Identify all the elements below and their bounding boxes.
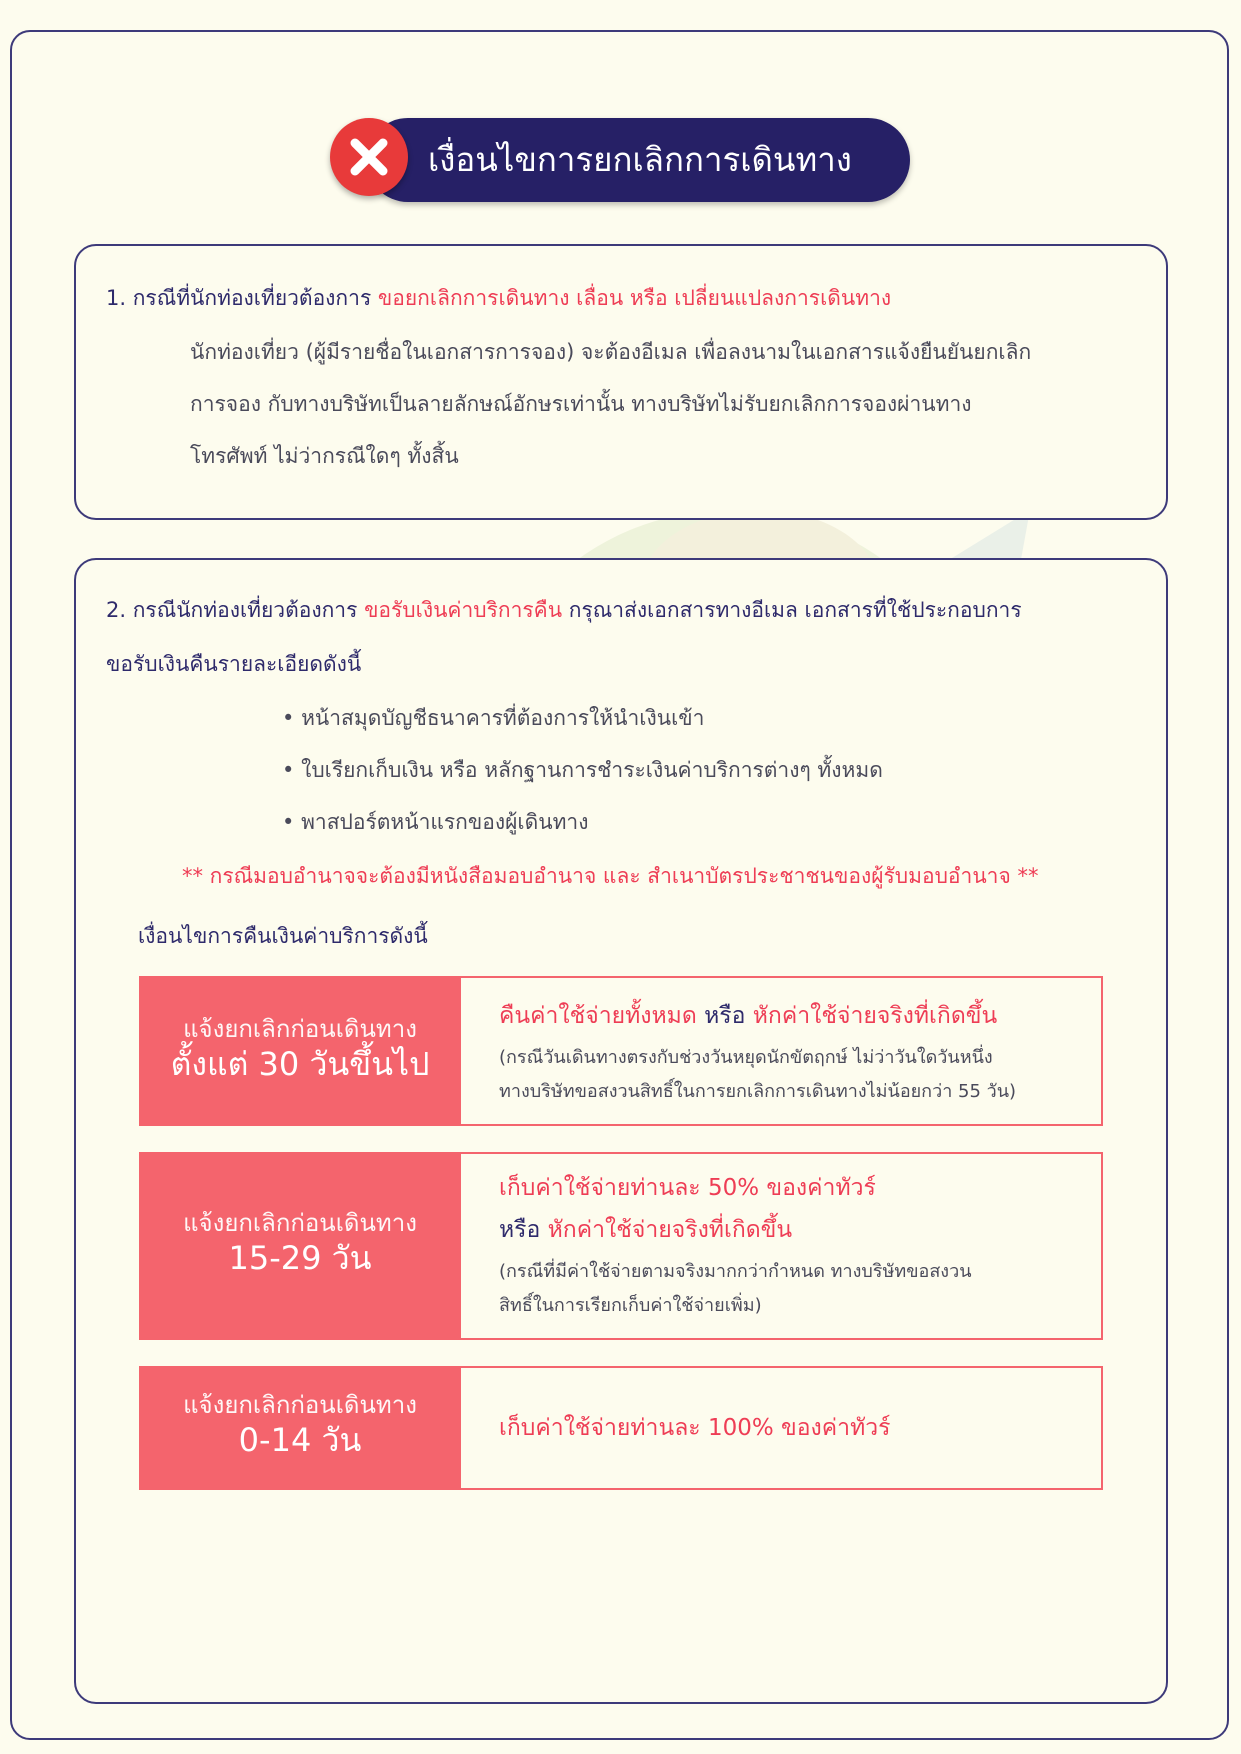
section2-heading-line2: ขอรับเงินคืนรายละเอียดดังนี้ — [106, 652, 362, 676]
section2-lead: 2. กรณีนักท่องเที่ยวต้องการ — [106, 598, 365, 622]
list-item-text: ใบเรียกเก็บเงิน หรือ หลักฐานการชำระเงินค่าบริการต่างๆ ทั้งหมด — [301, 758, 883, 782]
row-detail-note: สิทธิ์ในการเรียกเก็บค่าใช้จ่ายเพิ่ม) — [499, 1295, 762, 1316]
row-detail-red: หักค่าใช้จ่ายจริงที่เกิดขึ้น — [547, 1217, 793, 1243]
row-detail-note: (กรณีวันเดินทางตรงกับช่วงวันหยุดนักขัตฤกษ์ ไม่ว่าวันใดวันหนึ่ง — [499, 1047, 993, 1068]
row-label-sub: แจ้งยกเลิกก่อนเดินทาง — [183, 1391, 417, 1419]
list-item-text: พาสปอร์ตหน้าแรกของผู้เดินทาง — [301, 810, 589, 834]
section2-heading — [106, 596, 1022, 624]
row-detail-note: (กรณีที่มีค่าใช้จ่ายตามจริงมากกว่ากำหนด ทางบริษัทขอสงวน — [499, 1261, 972, 1282]
refund-row-detail — [459, 1366, 1103, 1490]
row-detail-main — [499, 1216, 792, 1244]
page-title: เงื่อนไขการยกเลิกการเดินทาง — [428, 140, 852, 179]
row-label-days: 15-29 วัน — [228, 1239, 372, 1277]
close-x-icon — [330, 118, 408, 196]
refund-row-label — [139, 1152, 461, 1340]
section1-body-line: โทรศัพท์ ไม่ว่ากรณีใดๆ ทั้งสิ้น — [190, 444, 459, 468]
section1-body-line: การจอง กับทางบริษัทเป็นลายลักษณ์อักษรเท่านั้น ทางบริษัทไม่รับยกเลิกการจองผ่านทาง — [190, 392, 972, 416]
section1-lead: 1. กรณีที่นักท่องเที่ยวต้องการ — [106, 286, 378, 310]
row-detail-red: เก็บค่าใช้จ่ายท่านละ 100% ของค่าทัวร์ — [499, 1415, 891, 1441]
section1-highlight: ขอยกเลิกการเดินทาง เลื่อน หรือ เปลี่ยนแปลงการเดินทาง — [377, 286, 892, 310]
title-banner — [366, 118, 910, 202]
row-detail-navy: หรือ — [499, 1217, 548, 1243]
row-detail-navy: หรือ — [696, 1003, 753, 1029]
refund-row-detail — [459, 976, 1103, 1126]
refund-row-detail — [459, 1152, 1103, 1340]
row-label-sub: แจ้งยกเลิกก่อนเดินทาง — [183, 1209, 417, 1237]
power-of-attorney-note: ** กรณีมอบอำนาจจะต้องมีหนังสือมอบอำนาจ และ สำเนาบัตรประชาชนของผู้รับมอบอำนาจ ** — [182, 864, 1039, 888]
section1-heading — [106, 284, 891, 312]
list-item-text: หน้าสมุดบัญชีธนาคารที่ต้องการให้นำเงินเข้า — [301, 706, 705, 730]
conditions-heading: เงื่อนไขการคืนเงินค่าบริการดังนี้ — [138, 924, 428, 948]
row-detail-red: เก็บค่าใช้จ่ายท่านละ 50% ของค่าทัวร์ — [499, 1175, 876, 1201]
row-detail-red: หักค่าใช้จ่ายจริงที่เกิดขึ้น — [752, 1003, 998, 1029]
row-label-sub: แจ้งยกเลิกก่อนเดินทาง — [183, 1015, 417, 1043]
row-detail-note: ทางบริษัทขอสงวนสิทธิ์ในการยกเลิกการเดินทางไม่น้อยกว่า 55 วัน) — [499, 1081, 1017, 1102]
section2-lead-tail: กรุณาส่งเอกสารทางอีเมล เอกสารที่ใช้ประกอบการ — [562, 598, 1022, 622]
row-detail-main — [499, 1002, 997, 1030]
refund-row-label — [139, 1366, 461, 1490]
section2-highlight: ขอรับเงินค่าบริการคืน — [364, 598, 563, 622]
row-label-days: ตั้งแต่ 30 วันขึ้นไป — [170, 1045, 430, 1083]
section1-body-line: นักท่องเที่ยว (ผู้มีรายชื่อในเอกสารการจอง) จะต้องอีเมล เพื่อลงนามในเอกสารแจ้งยืนยันยกเลิก — [190, 340, 1032, 364]
list-item: • หน้าสมุดบัญชีธนาคารที่ต้องการให้นำเงินเข้า — [282, 706, 705, 730]
row-label-days: 0-14 วัน — [238, 1421, 362, 1459]
row-detail-red: คืนค่าใช้จ่ายทั้งหมด — [499, 1003, 697, 1029]
list-item: • ใบเรียกเก็บเงิน หรือ หลักฐานการชำระเงินค่าบริการต่างๆ ทั้งหมด — [282, 758, 883, 782]
refund-row-label — [139, 976, 461, 1126]
list-item: • พาสปอร์ตหน้าแรกของผู้เดินทาง — [282, 810, 589, 834]
